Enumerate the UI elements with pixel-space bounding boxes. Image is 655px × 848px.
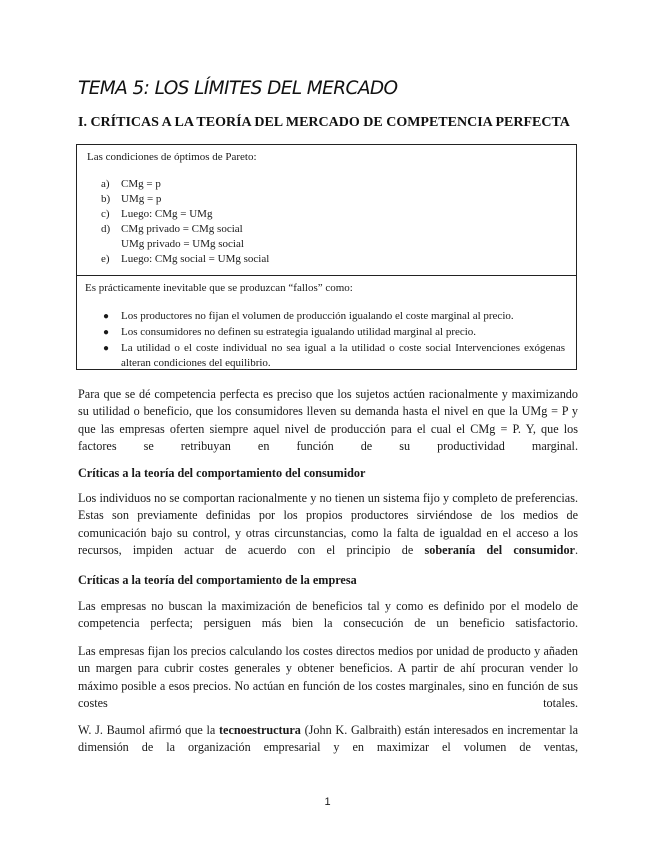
paragraph-firm-1: Las empresas no buscan la maximización de beneficios tal y como es definido por el modelo de competencia perfecta; persiguen más bien la consecución de un beneficio satisfactorio.	[78, 599, 578, 631]
firm-heading: Críticas a la teoría del comportamiento de la empresa	[78, 573, 357, 587]
bullet-icon: ●	[103, 311, 110, 322]
failures-list	[101, 309, 565, 372]
bold-term: soberanía del consumidor	[424, 542, 575, 557]
bullet-icon: ●	[103, 327, 110, 338]
paragraph-competencia: Para que se dé competencia perfecta es preciso que los sujetos actúen racionalmente y maximizando su utilidad o beneficio, que los consumidores lleven su demanda hasta el nivel en que la UMg = P y que las empresas oferten siempre aquel nivel de producción para el cual el CMg = P. Y, que los factores se retribuyan en función de su productividad marginal.	[78, 387, 578, 453]
paragraph-consumer: Los individuos no se comportan racionalmente y no tienen un sistema fijo y completo de preferencias. Estas son previamente definidas por los propios productores sirviéndose de los medios de comunicación bajo su control, y otras circunstancias, como la falta de igualdad en el acceso a los recursos, impiden actuar de acuerdo con el principio de soberanía del consumidor.	[78, 491, 578, 557]
page-number: 1	[324, 796, 331, 808]
document-title: TEMA 5: LOS LÍMITES DEL MERCADO	[78, 78, 398, 99]
failure-item: ● Los productores no fijan el volumen de producción igualando el coste marginal al precio.	[103, 310, 514, 322]
failure-item: ● La utilidad o el coste individual no sea igual a la utilidad o coste social Intervenciones exógenas alteran condiciones del equilibrio.	[103, 342, 565, 369]
pareto-conditions-box: Las condiciones de óptimos de Pareto: a) CMg = p b) UMg = p c) Luego: CMg = UMg d) CMg privado = CMg social UMg privado = UMg social e) Luego: CMg social = UMg social Es prácticamente inevitable que se produzcan “fallos” como: ● Los productores no fijan el volumen de producción igualando el coste marginal al precio. ● Los consumidores no definen su estrategia igualando utilidad marginal al precio. ● La utilidad o el coste individual no sea igual a la utilidad o coste social Intervenciones exógenas alteran condiciones del equilibrio.	[76, 144, 577, 370]
paragraph-firm-3: W. J. Baumol afirmó que la tecnoestructura (John K. Galbraith) están interesados en incrementar la dimensión de la organización empresarial y en maximizar el volumen de ventas,	[78, 723, 578, 755]
failures-intro: Es prácticamente inevitable que se produzcan “fallos” como:	[85, 282, 353, 294]
bold-term: tecnoestructura	[218, 723, 301, 737]
paragraph-firm-2: Las empresas fijan los precios calculando los costes directos medios por unidad de producto y añaden un margen para cubrir costes generales y obtener beneficios. A partir de ahí procuran vender lo máximo posible a esos precios. No actúan en función de los costes marginales, sino en función de sus costes totales.	[78, 644, 578, 710]
box-divider	[77, 275, 576, 276]
box-intro: Las condiciones de óptimos de Pareto:	[87, 151, 257, 163]
consumer-heading: Críticas a la teoría del comportamiento del consumidor	[78, 466, 366, 480]
failure-item: ● Los consumidores no definen su estrategia igualando utilidad marginal al precio.	[103, 326, 477, 338]
section-heading: I. CRÍTICAS A LA TEORÍA DEL MERCADO DE COMPETENCIA PERFECTA	[78, 115, 570, 130]
bullet-icon: ●	[103, 343, 110, 354]
